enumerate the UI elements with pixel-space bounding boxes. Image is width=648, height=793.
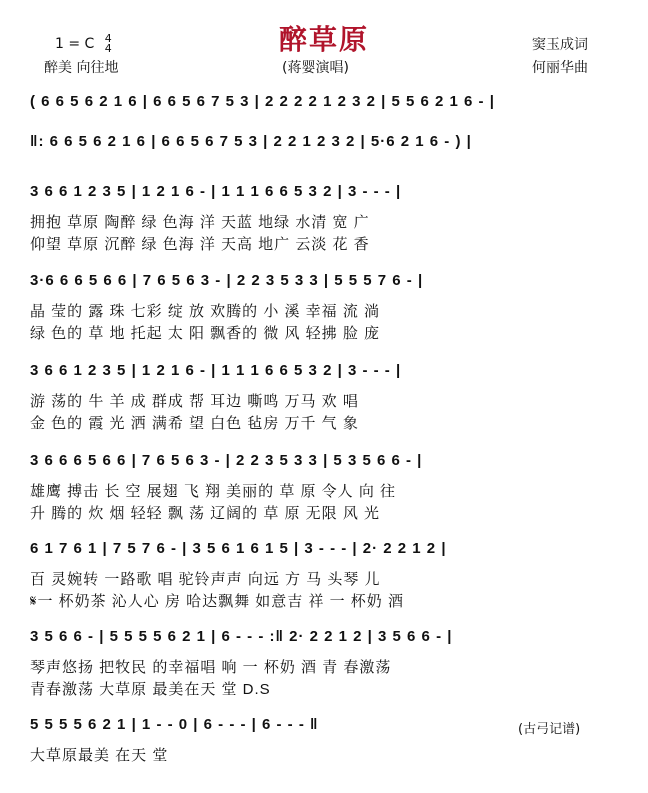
page-title: 醉草原 [278, 23, 369, 56]
performer-credit: (蒋婴演唱) [282, 60, 349, 76]
notation-line: 3 6 6 6 5 6 6 | 7 6 5 6 3 - | 2 2 3 5 3 3 | 5 3 5 6 6 - | [30, 452, 423, 469]
lyric-line: 百 灵婉转 一路歌 唱 驼铃声声 向远 方 马 头琴 儿 [30, 571, 381, 588]
lyric-line: 青春激荡 大草原 最美在天 堂 D.S [30, 681, 271, 698]
lyric-line: 仰望 草原 沉醉 绿 色海 洋 天高 地广 云淡 花 香 [30, 236, 370, 253]
notation-line: 3·6 6 6 5 6 6 | 7 6 5 6 3 - | 2 2 3 5 3 3 | 5 5 5 7 6 - | [30, 272, 424, 289]
time-signature [105, 34, 112, 54]
composer-credit: 何丽华曲 [532, 60, 588, 76]
notation-line: 5 5 5 5 6 2 1 | 1 - - 0 | 6 - - - | 6 - - - ‖ [30, 716, 319, 733]
notation-line: 3 6 6 1 2 3 5 | 1 2 1 6 - | 1 1 1 6 6 5 3 2 | 3 - - - | [30, 183, 402, 200]
lyric-line: 雄鹰 搏击 长 空 展翅 飞 翔 美丽的 草 原 令人 向 往 [30, 483, 397, 500]
notation-line: 3 6 6 1 2 3 5 | 1 2 1 6 - | 1 1 1 6 6 5 3 2 | 3 - - - | [30, 362, 402, 379]
lyric-line: 琴声悠扬 把牧民 的幸福唱 响 一 杯奶 酒 青 春激荡 [30, 659, 392, 676]
lyric-line: 绿 色的 草 地 托起 太 阳 飘香的 微 风 轻拂 脸 庞 [30, 325, 381, 342]
transcriber-credit: (古弓记谱) [518, 722, 581, 737]
lyric-line: 𝄋一 杯奶茶 沁人心 房 哈达飘舞 如意吉 祥 一 杯奶 酒 [30, 593, 404, 610]
key-signature [55, 34, 112, 54]
notation-line: ‖: 6 6 5 6 2 1 6 | 6 6 5 6 7 5 3 | 2 2 1 2 3 2 | 5·6 2 1 6 - ) | [30, 133, 472, 150]
lyric-line: 晶 莹的 露 珠 七彩 绽 放 欢腾的 小 溪 幸福 流 淌 [30, 303, 381, 320]
notation-line: 3 5 6 6 - | 5 5 5 5 6 2 1 | 6 - - - :‖ 2· 2 2 1 2 | 3 5 6 6 - | [30, 628, 453, 645]
lyric-line: 大草原最美 在天 堂 [30, 747, 169, 764]
tempo-marking: 醉美 向往地 [44, 60, 119, 76]
lyric-line: 拥抱 草原 陶醉 绿 色海 洋 天蓝 地绿 水清 宽 广 [30, 214, 370, 231]
lyric-line: 游 荡的 牛 羊 成 群成 帮 耳边 嘶鸣 万马 欢 唱 [30, 393, 359, 410]
time-denominator: 4 [104, 42, 112, 55]
notation-line: 6 1 7 6 1 | 7 5 7 6 - | 3 5 6 1 6 1 5 | 3 - - - | 2· 2 2 1 2 | [30, 540, 447, 557]
lyric-line: 升 腾的 炊 烟 轻轻 飘 荡 辽阔的 草 原 无限 风 光 [30, 505, 381, 522]
lyricist-credit: 窦玉成词 [532, 37, 588, 53]
notation-line: ( 6 6 5 6 2 1 6 | 6 6 5 6 7 5 3 | 2 2 2 2 1 2 3 2 | 5 5 6 2 1 6 - | [30, 93, 495, 110]
time-numerator: 4 [104, 32, 112, 45]
lyric-line: 金 色的 霞 光 洒 满希 望 白色 毡房 万千 气 象 [30, 415, 359, 432]
key-label: 1 = C [55, 36, 95, 52]
